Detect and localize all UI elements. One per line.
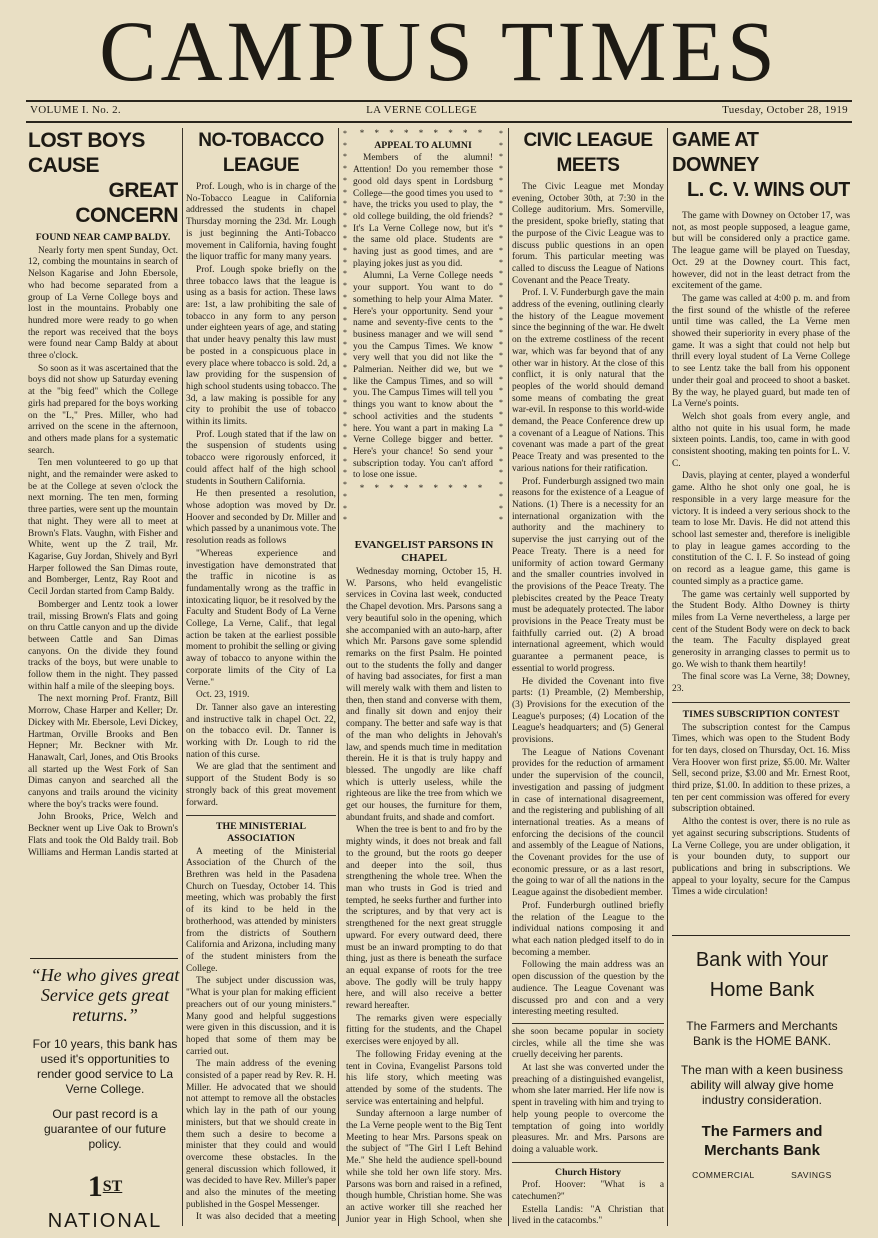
civic-headline: CIVIC LEAGUE MEETS [523, 130, 653, 176]
downey-game-article [672, 128, 850, 928]
ad-number: 1ST [87, 1170, 123, 1203]
paragraph: Alumni, La Verne College needs your support. You want to do something to help your Alma Mater. Here's your opportunity. Send your name and seventy-five cents to the business manager and we will send you the Campus Times. We know very well that you did not like the Palmerian. Neither did we, but we like the Campus Times, and so will you. The Campus Times will tell you things you want to know about the school activities and the students here. You want a part in making La Verne College bigger and better. Here's your chance! So send your subscription today. You can't afford to lose one issue. [353, 271, 493, 481]
downey-headline-2: L. C. V. WINS OUT [687, 179, 850, 201]
paragraph: Nearly forty men spent Sunday, Oct. 12, combing the mountains in search of Nelson Kagarise and John Ebersole, who had become separated from a group of La Verne College boys and lost in the mountains. Probably one hundred more were ready to go when the report was received that the boys were found near Camp Baldy at about three o'clock. [28, 245, 178, 362]
column-divider [182, 128, 183, 1226]
paragraph: It was also decided that a meeting [196, 1212, 336, 1223]
ad-bank-name: NATIONAL [47, 1210, 163, 1232]
paragraph: Welch shot goals from every angle, and altho not quite in his usual form, he made sixteen points. Landis, too, came in with good consistent shooting, making ten points for L. V. C. [672, 411, 850, 469]
first-national-ad [30, 965, 180, 1232]
star-border-right: * * * * * * * * * * * * * * * * * * * * * * * * * * * * * * * * * * [499, 129, 503, 525]
paragraph: The next morning Prof. Frantz, Bill Morrow, Chase Harper and Keller; Dr. Dickey with Mr. Ebersole, Levi Dickey, Hartman, Orville Brooks and Ben Hepner; Mr. Beckner with Mr. Hanawalt, Carl, Jones, and Otis Brooks all started up the West Fork of San Dimas canyon and searched all the canyons and trails around the vicinity where the boy's tracks were found. [28, 694, 178, 810]
section-divider [512, 1023, 664, 1024]
paragraph: When the tree is bent to and fro by the mighty winds, it does not break and fall to the ground, but the roots go deeper and deeper into the soil, thus strengthening the whole tree. When the man who trusts in God is tried and tempted, he seeks further and further into the scriptures, and by that very act is strengthened for the next great struggle upward. For every outward deed, there must be an inward prompting to do that thing, just as there is beneath the surface an equal expanse of roots for the tree above. The godly will be truly happy here, and will also receive a better reward hereafter. [346, 825, 502, 1012]
lost-boys-article [28, 128, 178, 858]
ad-bank-name: The Farmers and Merchants Bank [701, 1123, 823, 1159]
no-tobacco-article [186, 128, 336, 1223]
paragraph: Estella Landis: "A Christian that lived in the catacombs." [512, 1204, 664, 1223]
ad-commercial: COMMERCIAL [692, 1170, 755, 1180]
lost-boys-subhead: FOUND NEAR CAMP BALDY. [35, 232, 171, 243]
paragraph: Prof. Funderburgh outlined briefly the relation of the League to the individual nations composing it and what each nation pledged itself to do in becoming a member. [512, 900, 664, 958]
stars-top: * * * * * * * * * [359, 128, 487, 138]
ad-line-2: The man with a keen business ability will alway give home industry consideration. [680, 1063, 844, 1107]
ad-footer [674, 1170, 850, 1180]
paragraph: Oct. 23, 1919. [196, 690, 250, 701]
paragraph: Prof. I. V. Funderburgh gave the main address of the evening, outlining clearly the history of the League movement since the beginning of the war. He dwelt on the extreme costliness of the recent war, which was far beyond that of any other war in history. At the close of this conflict, it is only natural that the peoples of the world should demand some means of combating the great war-evil. In response to this world-wide demand, the Peace Conference drew up a covenant of a League of Nations. This covenant was made a part of the great Peace Treaty and was presented to the various nations for their ratification. [512, 288, 664, 474]
paragraph: Sunday afternoon a large number of the La Verne people went to the Big Tent Meeting to hear Mrs. Parsons speak on the subject of "The Girl I Left Behind Me." She held the audience spell-bound while she told her own life story. Mrs. Parsons was born and raised in a refined, though humble, Christian home. She was an active worker till she reached her Junior year in High School, when she [346, 1109, 502, 1225]
ad-line-1: The Farmers and Merchants Bank is the HOME BANK. [686, 1019, 838, 1048]
school-name: LA VERNE COLLEGE [366, 104, 478, 116]
ministerial-title: THE MINISTERIAL ASSOCIATION [186, 815, 336, 844]
evangelist-article [346, 535, 502, 1225]
paragraph: We are glad that the sentiment and support of the Student Body is so strongly back of this great movement forward. [186, 762, 336, 808]
appeal-title: APPEAL TO ALUMNI [374, 139, 472, 151]
evangelist-title: EVANGELIST PARSONS IN CHAPEL [354, 539, 494, 564]
lost-boys-headline-1: LOST BOYS CAUSE [28, 129, 145, 177]
lost-boys-headline-2: GREAT CONCERN [75, 179, 178, 227]
paragraph: At last she was converted under the preaching of a distinguished evangelist, whom she later married. Her life now is spent in traveling with him and trying to help young people to overcome the temptation of going into worldly pleasures. Mr. and Mrs. Parsons are doing a valuable work. [512, 1063, 664, 1155]
paragraph: she soon became popular in society circles, while all the time she was cruelly deceiving her parents. [512, 1026, 664, 1061]
paragraph: Dr. Tanner also gave an interesting and instructive talk in chapel Oct. 22, on the tobacco evil. Dr. Tanner is working with Dr. Lough to rid the nation of this curse. [186, 702, 336, 760]
issue-date: Tuesday, October 28, 1919 [722, 104, 848, 116]
column-divider [667, 128, 668, 1226]
farmers-merchants-ad [674, 945, 850, 1225]
ad-divider [30, 958, 178, 959]
stars-bottom: * * * * * * * * * [359, 483, 487, 494]
paragraph: Davis, playing at center, played a wonderful game. Altho he shot only one goal, he is responsible in a very large measure for the victory. It is indeed a very serious shock to the team to lose Mr. Davis. He did not attend this school last semester and, therefore is ineligible to play in league games according to the constitution of the C. I. F. So instead of going on record as a league game, this game is counted simply as a practice game. [672, 471, 850, 587]
ad-headline: Bank with Your Home Bank [695, 949, 829, 1001]
column-divider [508, 128, 509, 1226]
volume-number: VOLUME I. No. 2. [30, 104, 121, 116]
top-rule [26, 100, 852, 102]
paragraph: He then presented a resolution, whose adoption was moved by Dr. Hoover and seconded by Dr. Miller and which passed by a unanimous vote. The resolution reads as follows [186, 489, 336, 547]
paragraph: Bomberger and Lentz took a lower trail, missing Brown's Flats and going on thru Cattle canyon and up the divide between Cattle and San Dimas canyons. On the divide they found tracks of the boys, but were unable to follow them in the night. They passed within half a mile of the sleeping boys. [28, 599, 178, 692]
ad-savings: SAVINGS [791, 1170, 832, 1180]
paragraph: Following the main address was an open discussion of the question by the audience. The League Covenant was discussed pro and con and a very interesting meeting resulted. [512, 960, 664, 1018]
paragraph: The game was certainly well supported by the Student Body. Altho Downey is thirty miles from La Verne nevertheless, a large per cent of the Student Body were on deck to back the team. The Faculty displayed great generosity in arranging classes to permit us to go. We wish to thank them heartily! [672, 589, 850, 670]
masthead: CAMPUS TIMES [99, 3, 779, 99]
ad-divider [672, 935, 850, 936]
paragraph: Prof. Lough stated that if the law on the suspension of students using tobacco were rigorously enforced, it could affect half of the high school students in Southern California. [186, 429, 336, 487]
paragraph: A meeting of the Ministerial Association of the Church of the Brethren was held in the Pasadena Church on Tuesday, October 14. This meeting, which was probably the first of its kind to be held in the brotherhood, was attended by ministers from the districts of Southern California and Arizona, including many of the student ministers from the College. [186, 846, 336, 974]
ad-body: For 10 years, this bank has used it's opportunities to render good service to La Verne College. [32, 1037, 178, 1096]
church-history-title: Church History [512, 1162, 664, 1179]
paragraph: Altho the contest is over, there is no rule as yet against securing subscriptions. Students of La Verne College, you are under obligation, it is your bounden duty, to support our publications and bring in subscriptions. We appeal to your loyalty, secure for the Campus Times a wide circulation! [672, 817, 850, 898]
column-divider [338, 128, 339, 1226]
civic-league-article [512, 128, 664, 1223]
no-tobacco-headline: NO-TOBACCO LEAGUE [198, 130, 324, 176]
paragraph: Prof. Lough, who is in charge of the No-Tobacco League in California addressed the students in chapel Thursday morning the 23d. Mr. Lough is just beginning the Anti-Tobacco movement in California, having fought the liquor traffic for many many years. [186, 182, 336, 263]
paragraph: He divided the Covenant into five parts: (1) Preamble, (2) Membership, (3) Provisions for the execution of the League's purposes; (4) Location of the League's headquarters; and (5) General provisions. [512, 676, 664, 746]
paragraph: "Whereas experience and investigation have demonstrated that the traffic in nicotine is as fundamentally wrong as the traffic in intoxicating liquor, be it resolved by the Faculty and Student Body of La Verne College, La Verne, Calif., that legal action be taken at the earliest possible moment to prohibit the selling or giving away of tobacco to anyone within the corporate limits of the City of La Verne." [186, 548, 336, 688]
paragraph: The main address of the evening consisted of a paper read by Rev. R. H. Miller. He advocated that we should not attempt to remove all the obstacles which lay in the path of our young ministers, but that we should create in them such a desire to become a minister that they could and would overcome these obstacles. In the general discussion which followed, it was decided to have Rev. Miller's paper and also the minutes of the meeting published in the Gospel Messenger. [186, 1059, 336, 1210]
ad-quote: “He who gives great Service gets great returns.” [30, 965, 180, 1025]
paragraph: Prof. Funderburgh assigned two main reasons for the existence of a League of Nations. (1) There is a necessity for an international organization with the authority and the machinery to supervise the just carrying out of the Peace Treaty. There is a need for uniformity of action toward Germany and the smaller countries involved in the provisions of the Peace Treaty. The plebiscites created by the Peace Treaty must be adequately protected. The labor provisions in the Peace Treaty must be faithfully carried out. (2) A broad international agreement, which would guarantee a permanent peace, is essential to world progress. [512, 476, 664, 674]
contest-title: TIMES SUBSCRIPTION CONTEST [672, 702, 850, 721]
paragraph: Ten men volunteered to go up that night, and the remainder were asked to be at the College at seven o'clock the next morning. The ten men, forming three parties, were sent up the mountain that night. They were all to meet at Brown's Flats. Vaughn, with Fisher and White, went up the Z trail, Mr. Kagarise, Guy Jordan, Shively and Byrl Harper followed the San Dimas route, and Bomberger, Lentz, Ray Root and Cecil Jordan started from Camp Baldy. [28, 458, 178, 598]
paragraph: The subject under discussion was, "What is your plan for making efficient preachers out of our young ministers." Many good and helpful suggestions were given in this discussion, and it is hoped that some of them may be carried out. [186, 976, 336, 1057]
paragraph: So soon as it was ascertained that the boys did not show up Saturday evening at the "big feed" which the College girls had prepared for the boys working on the "L," Pres. Miller, who had arrived on the scene in the afternoon, and others made plans for a systematic search. [28, 363, 178, 456]
paragraph: The following Friday evening at the tent in Covina, Evangelist Parsons told his life story, which meeting was attended by some of the students. The service was entertaining and helpful. [346, 1049, 502, 1107]
appeal-text [353, 128, 493, 520]
paragraph: Members of the alumni! Attention! Do you remember those good old days spent in Lordsburg College—the good times you used to have, the tricks you used to play, the old college building, the old friends? It's La Verne College now, but it's the same old place. Students are having just as good times, and are playing jokes just as you did. [353, 153, 493, 269]
downey-headline-1: GAME AT DOWNEY [672, 129, 759, 176]
paragraph: Prof. Hoover: "What is a catechumen?" [512, 1180, 664, 1203]
paragraph: Prof. Lough spoke briefly on the three tobacco laws that the league is using as a basis for action. These laws are: 1st, a law prohibiting the sale of tobacco in any form to any person under eighteen years of age, and stating that under heavy penalty this law must be posted in a conspicuous place in every place where tobacco is sold. 2d, a law providing for the suspension of high school students using tobacco. The 3d, a law making is possible for any city to prohibit the use of tobacco within its limits. [186, 264, 336, 428]
appeal-box [341, 128, 505, 525]
ad-tagline: Our past record is a guarantee of our future policy. [43, 1107, 167, 1151]
paragraph: The subscription contest for the Campus Times, which was open to the Student Body for ten days, closed on Thursday, Oct. 16. Miss Vera Hoover won first prize, $5.00. Mr. Walter Sell, second prize, $3.00 and Mr. Ernest Root, third prize, $1.00. In addition to these prizes, a ten per cent commission was offered for every subscription obtained. [672, 722, 850, 815]
paragraph: The League of Nations Covenant provides for the reduction of armament under the supervision of the council, investigation and passing of judgment in case of international disagreement, and the registering and publishing of all international treaties. As a means of enforcing the decisions of the council and assembly of the League of Nations, the Covenant provides for the use of economic pressure, or as a last resort, the going to war of all the nations in the League against the disobedient member. [512, 747, 664, 899]
paragraph: The remarks given were especially fitting for the students, and the Chapel exercises were enjoyed by all. [346, 1013, 502, 1048]
paragraph: John Brooks, Price, Welch and Beckner went up Live Oak to Brown's Flats and took the Old Baldy trail. Bob Williams and Herman Landis started at [28, 812, 178, 858]
dateline [30, 104, 848, 120]
dateline-rule [26, 121, 852, 123]
paragraph: The game with Downey on October 17, was not, as most people supposed, a league game, but will be considered only a practice game. The league game will be played on Tuesday, Oct. 29 at the Downey court. This fact, however, did not in the least detract from the excitement of the game. [672, 211, 850, 292]
paragraph: The Civic League met Monday evening, October 30th, at 7:30 in the College auditorium. Mrs. Somerville, the president, spoke briefly, stating that the purpose of the Civic League was to discuss public questions in an open forum. This particular meeting was called to discuss the League of Nations Covenant and the Peace Treaty. [512, 182, 664, 286]
star-border-left: * * * * * * * * * * * * * * * * * * * * * * * * * * * * * * * * * * [343, 129, 347, 525]
paragraph: The final score was La Verne, 38; Downey, 23. [672, 672, 850, 695]
paragraph: Wednesday morning, October 15, H. W. Parsons, who held evangelistic services in Covina last week, conducted the Chapel devotion. Mrs. Parsons sang a very beautiful solo in the opening, which she accompanied with an auto-harp, after which Mr. Parsons gave some splendid remarks on the first Psalm. He pointed out to the students the folly and danger of having bad associates, for first a man will merely walk with them and listen to then, then stand and converse with them, and finally sit down and enjoy their company. The better and safe way is that of the man who delights in Jehovah's law, and spends much time in meditation therein. He it is that is truly happy and blessed. The ungodly are like chaff which is utterly useless, while the righteous are like the tree from which we get our houses, the furniture for them, abundant fruits, and shade and comfort. [346, 567, 502, 823]
paragraph: The game was called at 4:00 p. m. and from the first sound of the whistle of the referee until time was called, the La Verne men showed their superiority in every phase of the game. It was a sight that could not help but thrill every loyal student of La Verne College to see Lentz take the ball from his opponent under their goal and proceed to shoot a basket. By the way, he played guard, but made ten of La Verne's points. [672, 293, 850, 410]
